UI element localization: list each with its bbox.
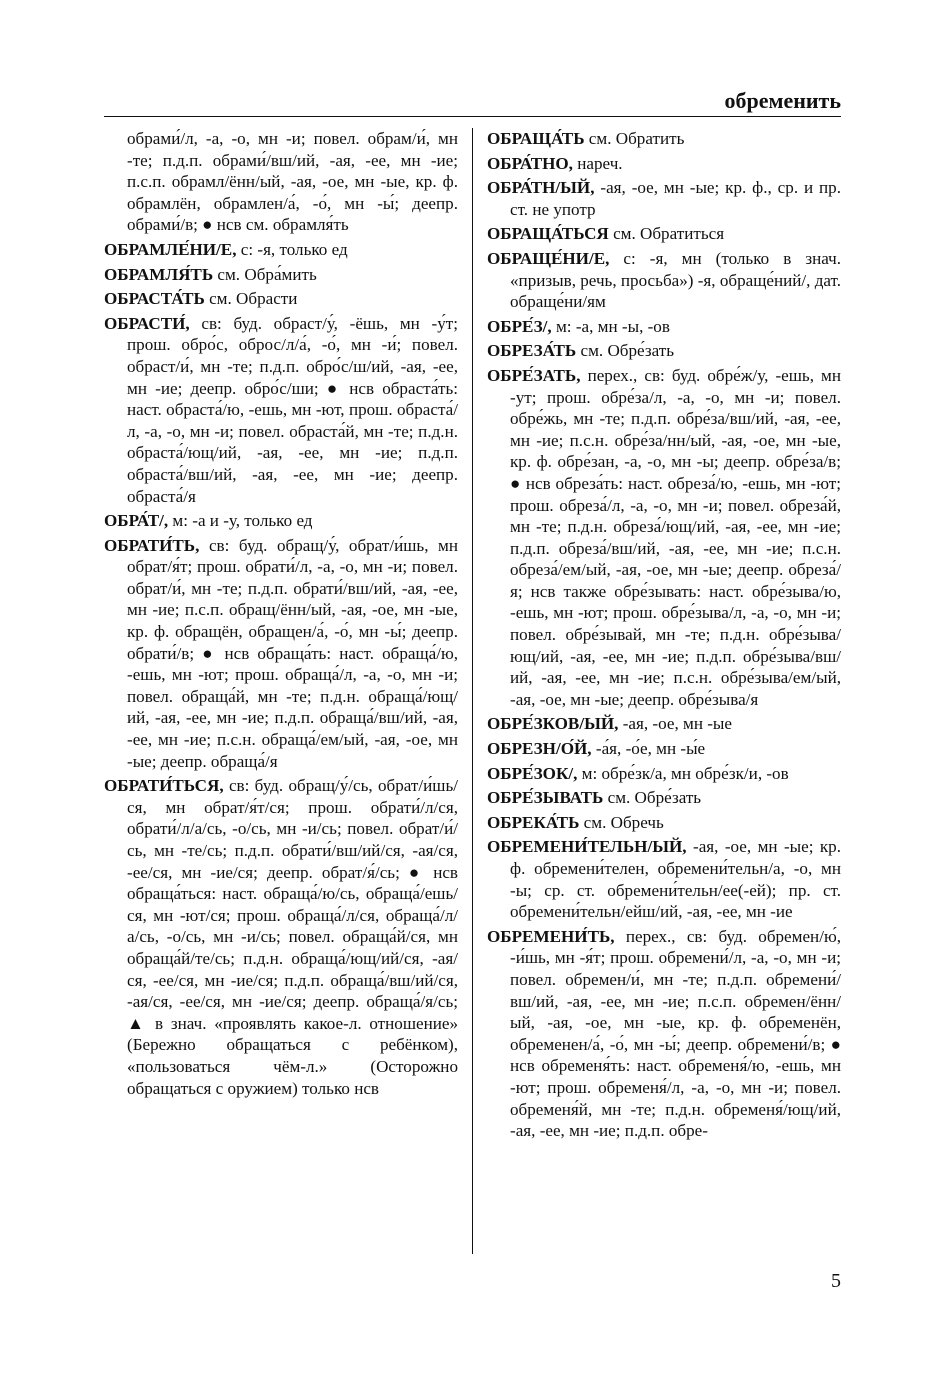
entry-headword: ОБРАЩА́ТЬСЯ xyxy=(487,224,609,244)
dictionary-entry xyxy=(104,510,458,532)
entry-headword: ОБРАСТИ́, xyxy=(104,313,190,333)
entry-headword: ОБРА́ТН/ЫЙ, xyxy=(487,178,595,198)
dictionary-entry xyxy=(104,288,458,310)
entry-text: перех., св: буд. обре́ж/у, -ешь, мн -ут; прош. обре́за/л, -а, -о, мн -и; повел. обре́жь, мн -те; п.д.п. обре́за/вш/ий, -ая, -ее, мн -ие; п.с.н. обре́за/нн/ый, -ая, -ое, мн -ые, кр. ф. обре́зан, -а, -о, мн -ы; деепр. обре́за/в; ● нсв обреза́ть: наст. обреза́/ю, -ешь, мн -ют; прош. обреза́/л, -а, -о, мн -и; повел. обреза́й, мн -те; п.д.н. обреза́/ющ/ий, -ая, -ее, мн -ие; п.д.п. обреза́/вш/ий, -ая, -ее, мн -ие; п.с.н. обреза́/ем/ый, -ая, -ое, мн -ые; деепр. обреза́/я; нсв также обре́зывать: наст. обре́зыва/ю, -ешь, мн -ют; прош. обре́зыва/л, -а, -о, мн -и; повел. обре́зывай, мн -те; п.д.н. обре́зыва/ющ/ий, -ая, -ее, мн -ие; п.д.п. обре́зыва/вш/ий, -ая, -ее, мн -ие; п.с.н. обре́зыва/ем/ый, -ая, -ое, мн -ые; деепр. обре́зыва/я xyxy=(510,365,841,709)
entry-text: -а́я, -о́е, мн -ы́е xyxy=(595,739,706,759)
entry-text: с: -я, только ед xyxy=(240,239,348,259)
entry-headword: ОБРА́Т/, xyxy=(104,511,169,531)
entry-headword: ОБРАМЛЯ́ТЬ xyxy=(104,264,214,284)
entry-headword: ОБРАТИ́ТЬСЯ, xyxy=(104,776,224,796)
dictionary-entry xyxy=(487,763,841,785)
entry-headword: ОБРЕ́ЗКОВ/ЫЙ, xyxy=(487,714,619,734)
entry-text: см. Обратиться xyxy=(613,224,725,244)
dictionary-entry xyxy=(487,836,841,922)
entry-headword: ОБРЕЗН/О́Й, xyxy=(487,739,592,759)
entry-headword: ОБРЕКА́ТЬ xyxy=(487,812,580,832)
dictionary-entry xyxy=(487,926,841,1142)
dictionary-entry xyxy=(104,313,458,507)
entry-text: -ая, -ое, мн -ые xyxy=(622,714,733,734)
entry-text: см. Обре́зать xyxy=(580,341,674,361)
entry-text: см. Обречь xyxy=(583,812,664,832)
entry-text: м: -а и -у, только ед xyxy=(172,511,313,531)
dictionary-entry xyxy=(487,365,841,711)
entry-text: с: -я, мн (только в знач. «призыв, речь, просьба») -я, обраще́ний/, дат. обраще́ни/ям xyxy=(510,248,842,312)
dictionary-entry xyxy=(487,223,841,245)
dictionary-entry xyxy=(487,738,841,760)
entry-text: м: обре́зк/а, мн обре́зк/и, -ов xyxy=(581,763,789,783)
entry-text: св: буд. обраст/у́, -ёшь, мн -у́т; прош. обро́с, оброс/л/а́, -о́, мн -и́; повел. обраст/и́, мн -те; п.д.п. обро́с/ш/ий, -ая, -ее, мн -ие; деепр. обро́с/ши; ● нсв обраста́ть: наст. обраста́/ю, -ешь, мн -ют, прош. обраста́/л, -а, -о, мн -и; повел. обраста́й, мн -те; п.д.н. обраста́/ющ/ий, -ая, -ее, мн -ие; п.д.п. обраста́/вш/ий, -ая, -ее, мн -ие; деепр. обраста́/я xyxy=(127,313,458,506)
right-column xyxy=(487,128,841,1145)
entry-text: -ая, -ое, мн -ые; кр. ф., ср. и пр. ст. не употр xyxy=(510,178,841,219)
dictionary-entry xyxy=(487,153,841,175)
entry-text: св: буд. обращ/у́, обрат/и́шь, мн обрат/я́т; прош. обрати́/л, -а, -о, мн -и; повел. обрат/и́, мн -те; п.д.п. обрати́/вш/ий, -ая, -ее, мн -ие; п.с.п. обращ/ённ/ый, -ая, -ое, мн -ые, кр. ф. обращён, обращен/а́, -о́, мн -ы́; деепр. обрати́/в; ● нсв обраща́ть: наст. обраща́/ю, -ешь, мн -ют; прош. обраща́/л, -а, -о, мн -и; повел. обраща́й, мн -те; п.д.н. обраща́/ющ/ий, -ая, -ее, мн -ие; п.д.п. обраща́/вш/ий, -ая, -ее, мн -ие; п.с.н. обраща́/ем/ый, -ая, -ое, мн -ые; деепр. обраща́/я xyxy=(127,535,459,771)
dictionary-entry xyxy=(104,239,458,261)
entry-headword: ОБРАМЛЕ́НИ/Е, xyxy=(104,239,237,259)
running-head: обременить xyxy=(724,88,841,113)
entry-headword: ОБРАЩЕ́НИ/Е, xyxy=(487,248,610,268)
entry-text: см. Обра́мить xyxy=(217,264,317,284)
dictionary-entry xyxy=(487,812,841,834)
left-column xyxy=(104,128,458,1102)
entry-text: св: буд. обращ/у́/сь, обрат/и́шь/ся, мн обрат/я́т/ся; прош. обрати́/л/ся, обрати́/л/а/сь, -о/сь, мн -и/сь; повел. обрат/и́/сь, мн -те/сь; п.д.п. обрати́/вш/ий/ся, -ая/ся, -ее/ся, мн -ие/ся; деепр. обрат/я́/сь; ● нсв обраща́ться: наст. обраща́/ю/сь, обраща́/ешь/ся, мн -ют/ся; прош. обраща́/л/ся, обраща́/л/а/сь, -о/сь, мн -и/сь; повел. обраща́й/ся, мн обраща́й/те/сь; п.д.н. обраща́/ющ/ий/ся, -ая/ся, -ее/ся, мн -ие/ся; п.д.п. обраща́/вш/ий/ся, -ая/ся, -ее/ся, мн -ие/ся; деепр. обраща́/я/сь; ▲ в знач. «проявлять какое-л. отношение» (Бережно обращаться с ребёнком), «пользоваться чём-л.» (Осторожно обращаться с оружием) только нсв xyxy=(127,776,459,1098)
dictionary-entry xyxy=(487,248,841,313)
entry-headword: ОБРЕ́ЗОК/, xyxy=(487,763,578,783)
entry-headword: ОБРЕМЕНИ́ТЕЛЬН/ЫЙ, xyxy=(487,837,687,857)
dictionary-entry xyxy=(487,177,841,220)
entry-text: перех., св: буд. обремен/ю́, -и́шь, мн -я́т; прош. обремени́/л, -а, -о, мн -и; повел. обремен/и́, мн -те; п.д.п. обремени́/вш/ий, -ая, -ее, мн -ие; п.с.п. обремен/ённ/ый, -ая, -ое, мн -ые, кр. ф. обременён, обременен/а́, -о́, мн -ы́; деепр. обремени́/в; ● нсв обременя́ть: наст. обременя́/ю, -ешь, мн -ют; прош. обременя́/л, -а, -о, мн -и; повел. обременя́й, мн -те; п.д.н. обременя́/ющ/ий, -ая, -ее, мн -ие; п.д.п. обре- xyxy=(510,926,841,1141)
entry-headword: ОБРА́ТНО, xyxy=(487,153,573,173)
header-rule xyxy=(104,116,841,117)
dictionary-entry xyxy=(487,316,841,338)
entry-headword: ОБРЕ́ЗАТЬ, xyxy=(487,365,581,385)
dictionary-entry xyxy=(104,128,458,236)
entry-text: нареч. xyxy=(577,153,623,173)
entry-headword: ОБРАТИ́ТЬ, xyxy=(104,535,200,555)
entry-headword: ОБРЕЗА́ТЬ xyxy=(487,341,577,361)
dictionary-entry xyxy=(487,128,841,150)
dictionary-entry xyxy=(104,775,458,1099)
entry-headword: ОБРЕ́ЗЫВАТЬ xyxy=(487,788,604,808)
dictionary-entry xyxy=(487,340,841,362)
page-number: 5 xyxy=(831,1270,841,1292)
dictionary-entry xyxy=(487,713,841,735)
entry-headword: ОБРЕ́З/, xyxy=(487,316,552,336)
entry-text: см. Обрасти xyxy=(209,289,298,309)
entry-headword: ОБРАСТА́ТЬ xyxy=(104,289,205,309)
entry-text: обрами́/л, -а, -о, мн -и; повел. обрам/и́, мн -те; п.д.п. обрами́/вш/ий, -ая, -ее, мн -ие; п.с.п. обрамл/ённ/ый, -ая, -ое, мн -ые, кр. ф. обрамлён, обрамлен/а́, -о́, мн -ы́; деепр. обрами́/в; ● нсв см. обрамля́ть xyxy=(127,129,458,235)
entry-text: м: -а, мн -ы, -ов xyxy=(555,316,670,336)
entry-text: см. Обре́зать xyxy=(607,788,702,808)
dictionary-entry xyxy=(104,535,458,773)
entry-headword: ОБРАЩА́ТЬ xyxy=(487,129,585,148)
dictionary-entry xyxy=(487,787,841,809)
column-divider xyxy=(472,128,473,1254)
entry-text: -ая, -ое, мн -ые; кр. ф. обремени́телен, обремени́тельн/а, -о, мн -ы; ср. ст. обремени́тельн/ее(-ей); пр. ст. обремени́тельн/ейш/ий, -ая, -ее, мн -ие xyxy=(510,837,841,922)
dictionary-entry xyxy=(104,264,458,286)
entry-text: см. Обратить xyxy=(588,129,685,148)
entry-headword: ОБРЕМЕНИ́ТЬ, xyxy=(487,926,615,946)
